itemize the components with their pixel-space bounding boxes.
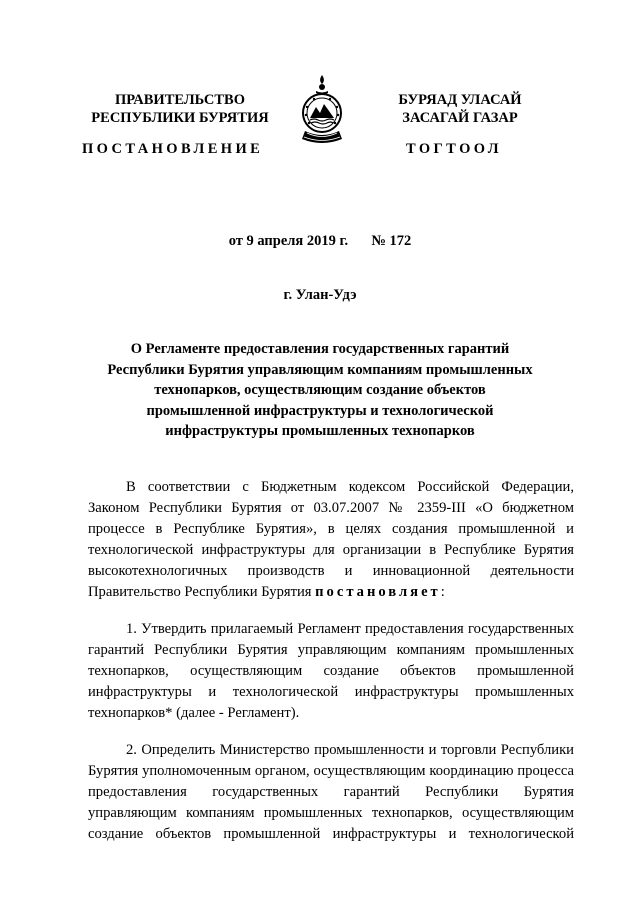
item-2-paragraph [88,740,574,845]
government-line-2-ru: РЕСПУБЛИКИ БУРЯТИЯ [91,110,269,126]
title-line: О Регламенте предоставления государственных гарантий [130,341,510,357]
document-date: от 9 апреля 2019 г. [228,233,349,249]
document-type-bua: ТОГТООЛ [406,141,502,157]
preamble-verb: постановляет [315,584,441,600]
document-number: № 172 [371,233,412,249]
document-title [60,339,580,442]
government-line-1-ru: ПРАВИТЕЛЬСТВО [115,92,245,108]
coat-of-arms-icon [299,73,345,151]
item-1-text: 1. Утвердить прилагаемый Регламент предоставления государственных гарантий Республики Бурятия управляющим компаниям промышленных технопарков, осуществляющим создание объектов промышленной инфраструктуры и технологической инфраструктуры промышленных технопарков* (далее - Регламент). [88,621,574,721]
title-line: инфраструктуры промышленных технопарков [165,423,475,439]
government-line-2-bua: ЗАСАГАЙ ГАЗАР [402,110,518,126]
title-line: Республики Бурятия управляющим компаниям промышленных [107,361,533,378]
title-line: технопарков, осуществляющим создание объектов [154,382,486,398]
item-2-text: 2. Определить Министерство промышленности и торговли Республики Бурятия уполномоченным органом, осуществляющим координацию процесса предоставления государственных гарантий Республики Бурятия управляющим компаниям промышленных технопарков, осуществляющим создание объектов промышленной инфраструктуры и технологической [88,742,574,842]
government-line-1-bua: БУРЯАД УЛАСАЙ [398,92,522,108]
document-type-ru: ПОСТАНОВЛЕНИЕ [82,141,264,157]
title-line: промышленной инфраструктуры и технологической [146,402,494,419]
preamble-text: В соответствии с Бюджетным кодексом Российской Федерации, Законом Республики Бурятия от 03.07.2007 № 2359-III «О бюджетном процессе в Республике Бурятия», в целях создания промышленной и технологической инфраструктуры для организации в Республике Бурятия высокотехнологичных производств и инновационной деятельности Правительство Республики Бурятия [88,479,574,600]
item-1-paragraph [88,619,574,724]
document-city: г. Улан-Удэ [283,287,357,303]
preamble-paragraph [88,477,574,603]
document-date-number [60,233,580,250]
government-name-bua [360,91,560,127]
government-name-ru [80,91,280,127]
preamble-colon: : [440,584,445,600]
